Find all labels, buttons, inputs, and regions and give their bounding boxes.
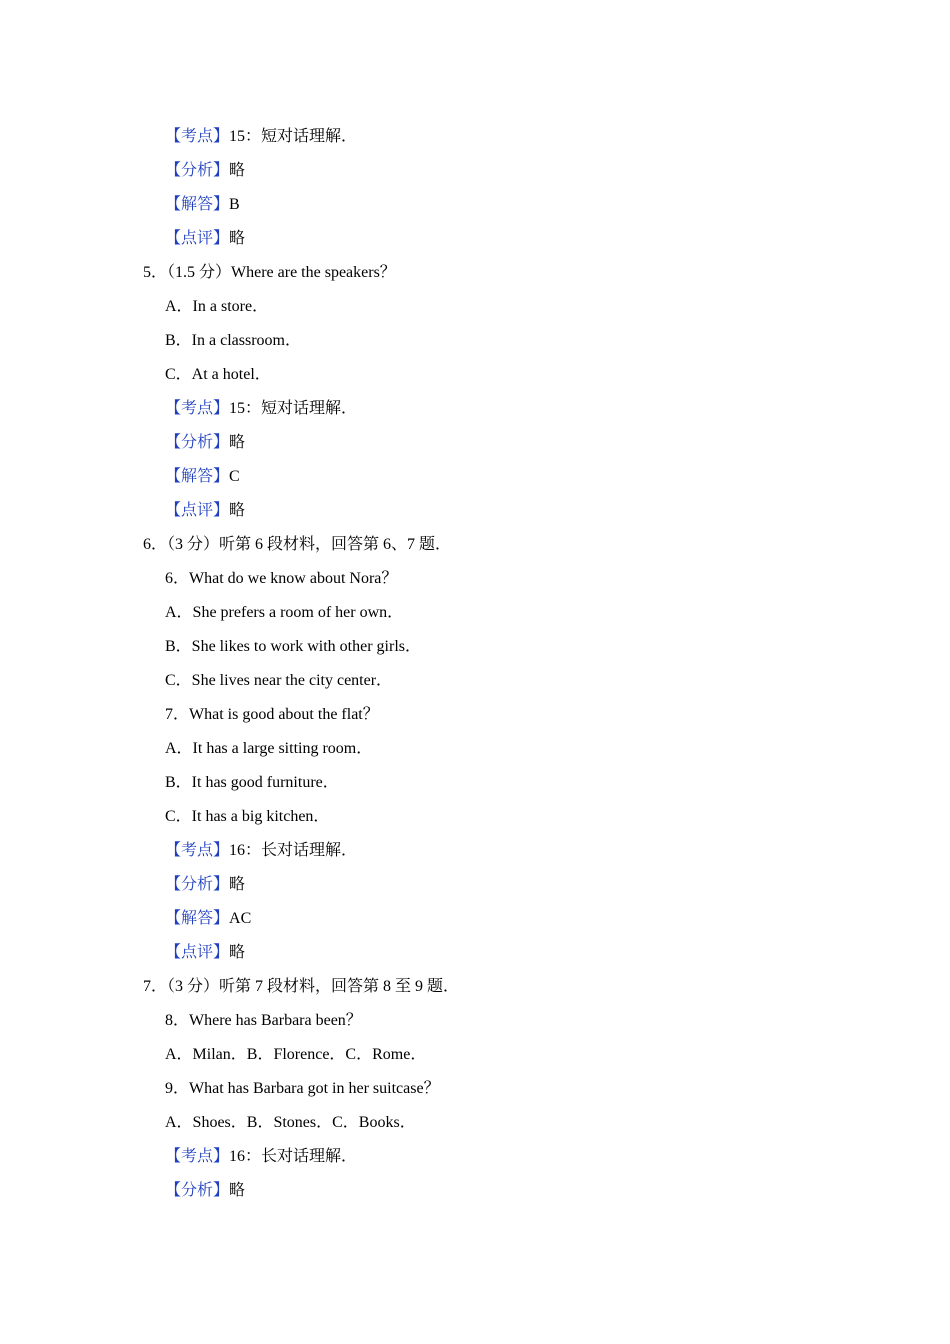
annotation-line [0,1140,950,1174]
question-heading [0,528,950,562]
question-line [0,596,950,630]
line-text: A．Milan．B．Florence．C．Rome． [165,1046,427,1063]
line-text: 略 [229,502,246,519]
question-line [0,766,950,800]
annotation-tag: 【考点】 [165,1148,230,1165]
question-heading [0,256,950,290]
question-line [0,1072,950,1106]
line-text: B [229,196,240,213]
line-text: 略 [229,876,246,893]
line-text: 15：短对话理解． [229,128,358,145]
line-text: 7．（3 分）听第 7 段材料，回答第 8 至 9 题． [143,978,460,995]
document-page [0,120,950,1208]
line-text: AC [229,910,252,927]
question-line [0,290,950,324]
line-text: 略 [229,162,246,179]
annotation-tag: 【分析】 [165,162,230,179]
annotation-line [0,188,950,222]
annotation-line [0,392,950,426]
annotation-line [0,494,950,528]
question-heading [0,970,950,1004]
line-text: 16：长对话理解． [229,842,358,859]
question-line [0,1038,950,1072]
annotation-line [0,460,950,494]
question-line [0,562,950,596]
line-text: A．She prefers a room of her own． [165,604,404,621]
annotation-tag: 【解答】 [165,910,230,927]
annotation-line [0,154,950,188]
annotation-tag: 【分析】 [165,876,230,893]
annotation-tag: 【点评】 [165,230,230,247]
line-text: C．It has a big kitchen． [165,808,330,825]
line-text: B．It has good furniture． [165,774,339,791]
annotation-tag: 【分析】 [165,434,230,451]
question-line [0,358,950,392]
question-line [0,800,950,834]
annotation-tag: 【解答】 [165,196,230,213]
line-text: C [229,468,240,485]
annotation-line [0,222,950,256]
question-line [0,664,950,698]
annotation-tag: 【考点】 [165,128,230,145]
annotation-line [0,1174,950,1208]
annotation-tag: 【分析】 [165,1182,230,1199]
line-text: 9．What has Barbara got in her suitcase？ [165,1080,440,1097]
question-line [0,630,950,664]
line-text: B．She likes to work with other girls． [165,638,421,655]
question-line [0,698,950,732]
line-text: 8．Where has Barbara been？ [165,1012,362,1029]
question-line [0,324,950,358]
line-text: 6．（3 分）听第 6 段材料，回答第 6、7 题． [143,536,452,553]
annotation-line [0,426,950,460]
line-text: 略 [229,434,246,451]
line-text: 15：短对话理解． [229,400,358,417]
annotation-tag: 【点评】 [165,502,230,519]
line-text: C．She lives near the city center． [165,672,393,689]
line-text: 略 [229,230,246,247]
line-text: C．At a hotel． [165,366,271,383]
line-text: A．In a store． [165,298,269,315]
line-text: 6．What do we know about Nora？ [165,570,398,587]
annotation-tag: 【考点】 [165,842,230,859]
line-text: 7．What is good about the flat？ [165,706,379,723]
line-text: A．It has a large sitting room． [165,740,373,757]
line-text: B．In a classroom． [165,332,301,349]
line-text: 略 [229,944,246,961]
question-line [0,732,950,766]
question-line [0,1106,950,1140]
annotation-tag: 【点评】 [165,944,230,961]
line-text: A．Shoes．B．Stones．C．Books． [165,1114,416,1131]
line-text: 略 [229,1182,246,1199]
annotation-line [0,834,950,868]
annotation-tag: 【解答】 [165,468,230,485]
line-text: 5．（1.5 分）Where are the speakers？ [143,264,396,281]
annotation-tag: 【考点】 [165,400,230,417]
annotation-line [0,868,950,902]
question-line [0,1004,950,1038]
line-text: 16：长对话理解． [229,1148,358,1165]
annotation-line [0,120,950,154]
annotation-line [0,936,950,970]
annotation-line [0,902,950,936]
